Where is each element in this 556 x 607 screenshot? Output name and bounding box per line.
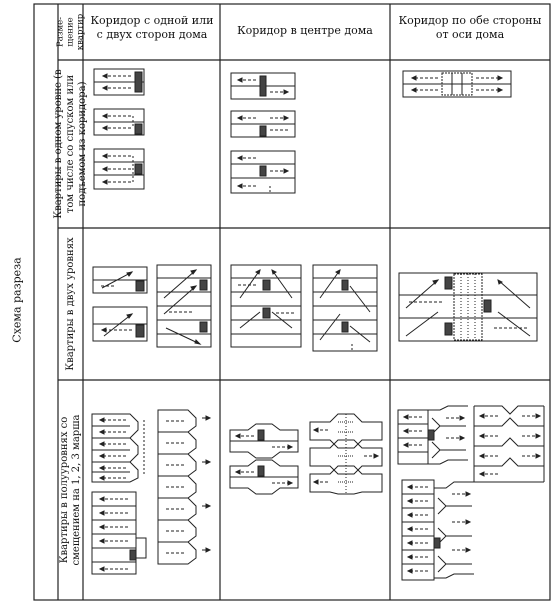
- corner-header: Разме-щение квартир: [55, 13, 87, 51]
- diagram-split-level-both-sides-b: [472, 404, 546, 484]
- row-header-one-level: Квартиры в одном уровне (в том числе со спуском или подъемом из коридора): [53, 69, 88, 219]
- side-label: Схема разреза: [10, 257, 24, 343]
- diagram-both-sides-a: [402, 70, 512, 98]
- column-header-center: Коридор в центре дома: [237, 24, 373, 37]
- diagram-split-level-both-sides-c: [400, 478, 476, 582]
- diagram-split-level-center-a: [228, 422, 300, 502]
- diagram-one-side-b: [93, 108, 145, 136]
- diagram-two-level-one-side-a: [92, 266, 148, 294]
- diagram-two-level-center-a: [230, 264, 302, 348]
- diagram-split-level-both-sides-a: [396, 404, 470, 468]
- diagram-split-level-one-side-c: [156, 408, 212, 568]
- diagram-center-a: [230, 72, 296, 100]
- row-header-split-levels: Квартиры в полууровнях со смещением на 1, 2, 3 марша: [59, 414, 82, 566]
- diagram-two-level-one-side-b: [92, 306, 148, 342]
- diagram-two-level-center-b: [312, 264, 378, 352]
- diagram-center-b: [230, 110, 296, 138]
- diagram-split-level-center-b: [308, 412, 384, 496]
- column-header-both-sides: Коридор по обе стороны от оси дома: [398, 14, 542, 41]
- diagram-split-level-one-side-a: [90, 412, 154, 484]
- diagram-one-side-c: [93, 148, 145, 190]
- diagram-split-level-one-side-b: [90, 490, 154, 576]
- diagram-two-level-both-sides: [398, 272, 538, 342]
- diagram-one-side-a: [93, 68, 145, 96]
- diagram-center-c: [230, 150, 296, 194]
- row-header-two-levels: Квартиры в двух уровнях: [65, 237, 76, 371]
- column-header-one-side: Коридор с одной или с двух сторон дома: [90, 14, 214, 41]
- diagram-two-level-one-side-c: [156, 264, 212, 348]
